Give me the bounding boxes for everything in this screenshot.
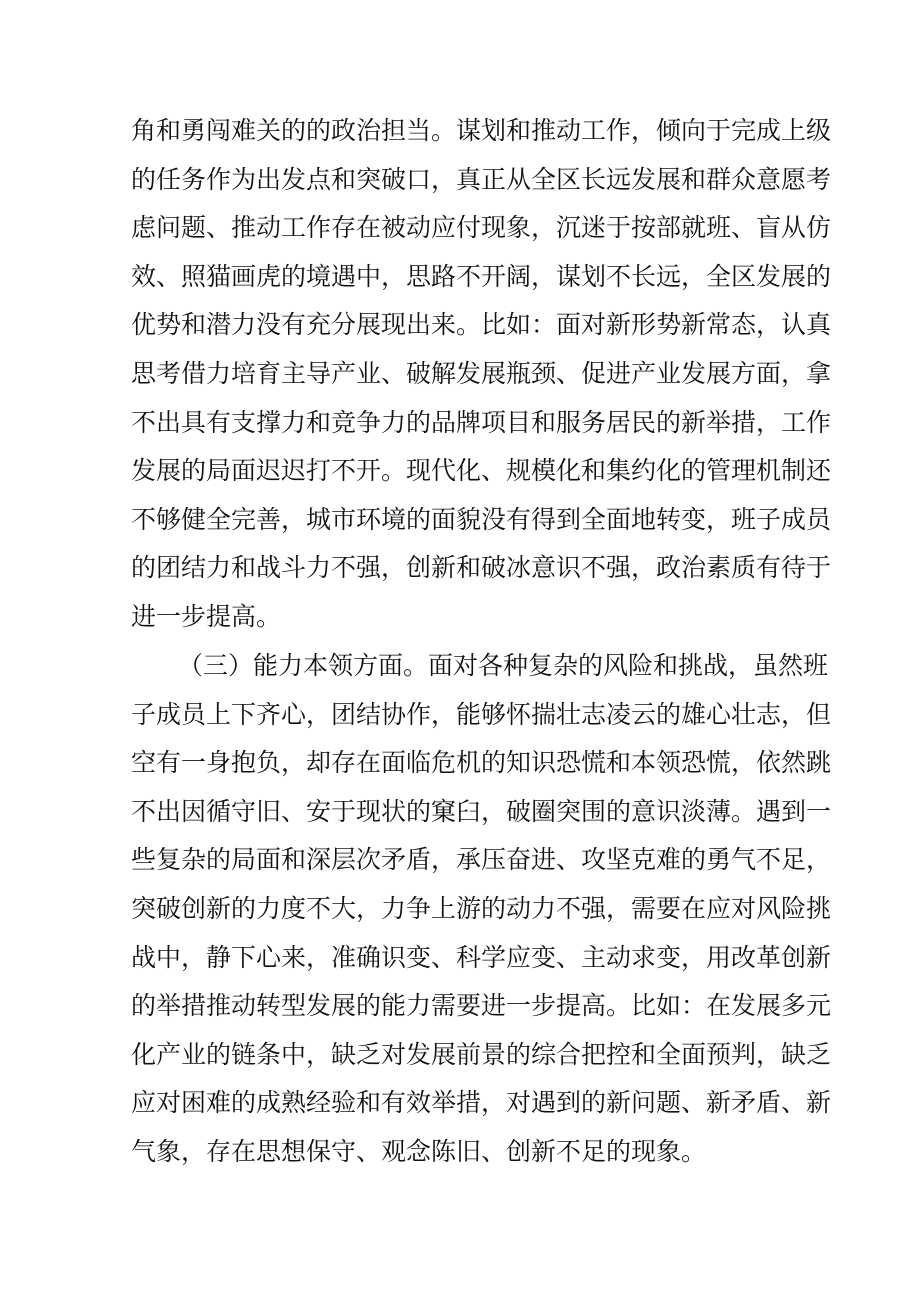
paragraph-line: 气象，存在思想保守、观念陈旧、创新不足的现象。 xyxy=(131,1136,707,1166)
paragraph-line: 思考借力培育主导产业、破解发展瓶颈、促进产业发展方面，拿 xyxy=(131,358,832,388)
paragraph-political-responsibility xyxy=(131,107,832,642)
paragraph-line: 不出具有支撑力和竞争力的品牌项目和服务居民的新举措，工作 xyxy=(131,407,832,437)
paragraph-line: 效、照猫画虎的境遇中，思路不开阔，谋划不长远，全区发展的 xyxy=(131,261,832,291)
paragraph-line: 空有一身抱负，却存在面临危机的知识恐慌和本领恐慌，依然跳 xyxy=(131,748,832,778)
paragraph-capability-section xyxy=(131,642,832,1177)
paragraph-line: 不够健全完善，城市环境的面貌没有得到全面地转变，班子成员 xyxy=(131,504,832,534)
paragraph-line: 角和勇闯难关的的政治担当。谋划和推动工作，倾向于完成上级 xyxy=(131,116,832,145)
paragraph-line: 战中，静下心来，准确识变、科学应变、主动求变，用改革创新 xyxy=(131,942,832,972)
paragraph-line: 应对困难的成熟经验和有效举措，对遇到的新问题、新矛盾、新 xyxy=(131,1088,832,1118)
paragraph-line: 的团结力和战斗力不强，创新和破冰意识不强，政治素质有待于 xyxy=(131,553,832,583)
paragraph-line: 优势和潜力没有充分展现出来。比如：面对新形势新常态，认真 xyxy=(131,310,832,340)
paragraph-line: 发展的局面迟迟打不开。现代化、规模化和集约化的管理机制还 xyxy=(131,456,832,486)
paragraph-line: 突破创新的力度不大，力争上游的动力不强，需要在应对风险挑 xyxy=(131,893,832,923)
paragraph-line: 不出因循守旧、安于现状的窠臼，破圈突围的意识淡薄。遇到一 xyxy=(131,796,832,826)
paragraph-line: 子成员上下齐心，团结协作，能够怀揣壮志凌云的雄心壮志，但 xyxy=(131,699,832,729)
paragraph-line: 的任务作为出发点和突破口，真正从全区长远发展和群众意愿考 xyxy=(131,164,832,194)
paragraph-line: 些复杂的局面和深层次矛盾，承压奋进、攻坚克难的勇气不足， xyxy=(131,845,832,875)
paragraph-line: 的举措推动转型发展的能力需要进一步提高。比如：在发展多元 xyxy=(131,991,832,1021)
section-heading-line: （三）能力本领方面。面对各种复杂的风险和挑战，虽然班 xyxy=(178,651,829,680)
paragraph-line: 化产业的链条中，缺乏对发展前景的综合把控和全面预判，缺乏 xyxy=(131,1039,832,1069)
paragraph-line: 进一步提高。 xyxy=(131,601,282,631)
paragraph-line: 虑问题、推动工作存在被动应付现象，沉迷于按部就班、盲从仿 xyxy=(131,213,832,243)
